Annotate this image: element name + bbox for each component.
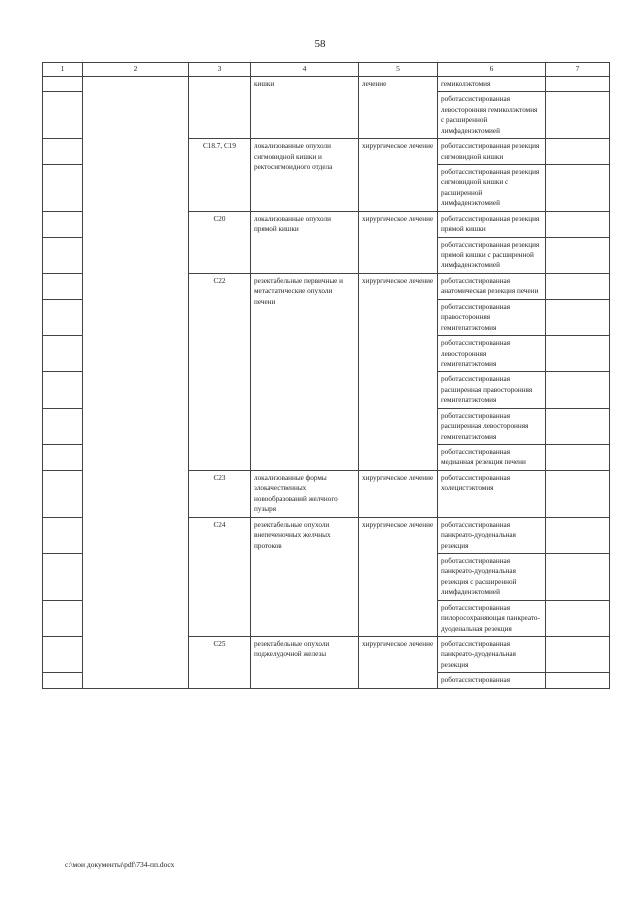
cell-method: роботассистированная анатомическая резекция печени: [438, 273, 546, 299]
cell-method: роботассистированная панкреато-дуоденальная резекция с расширенной лимфаденэктомией: [438, 553, 546, 600]
cell-method: роботассистированная пилоросохраняющая панкреато-дуоденальная резекция: [438, 600, 546, 636]
cell-method: роботассистированная: [438, 673, 546, 688]
cell-method: роботассистированная резекция сигмовидной кишки: [438, 139, 546, 165]
cell-treatment: хирургическое лечение: [359, 517, 438, 636]
cell-method: роботассистированная медианная резекция печени: [438, 445, 546, 471]
cell-method: роботассистированная левосторонняя гемиколэктомия с расширенной лимфаденэктомией: [438, 92, 546, 139]
cell-col1: [43, 408, 83, 444]
cell-col1: [43, 76, 83, 91]
cell-code: C22: [189, 273, 251, 470]
cell-method: роботассистированная правосторонняя гемигепатэктомия: [438, 299, 546, 335]
cell-disease: резектабельные опухоли внепеченочных желчных протоков: [251, 517, 359, 636]
cell-disease: резектабельные опухоли поджелудочной железы: [251, 637, 359, 689]
cell-col2: [83, 76, 189, 688]
cell-treatment: хирургическое лечение: [359, 139, 438, 212]
cell-col7: [546, 517, 610, 553]
cell-col7: [546, 211, 610, 237]
cell-treatment: хирургическое лечение: [359, 637, 438, 689]
file-path-footer: c:\мои документы\pdf\734-пп.docx: [65, 860, 175, 869]
cell-col1: [43, 299, 83, 335]
cell-treatment: хирургическое лечение: [359, 211, 438, 273]
cell-col1: [43, 445, 83, 471]
cell-col7: [546, 600, 610, 636]
cell-code: C20: [189, 211, 251, 273]
cell-col7: [546, 237, 610, 273]
cell-col7: [546, 273, 610, 299]
cell-col7: [546, 139, 610, 165]
cell-col7: [546, 76, 610, 91]
cell-col1: [43, 372, 83, 408]
cell-col1: [43, 273, 83, 299]
cell-code: [189, 76, 251, 138]
column-header: 3: [189, 63, 251, 77]
cell-treatment: хирургическое лечение: [359, 470, 438, 517]
cell-col7: [546, 408, 610, 444]
cell-code: C25: [189, 637, 251, 689]
procedures-table: [42, 62, 610, 689]
cell-col1: [43, 553, 83, 600]
cell-col1: [43, 139, 83, 165]
cell-method: роботассистированная панкреато-дуоденальная резекция: [438, 637, 546, 673]
column-header: 1: [43, 63, 83, 77]
cell-method: роботассистированная панкреато-дуоденальная резекция: [438, 517, 546, 553]
cell-disease: локализованные формы злокачественных новообразований желчного пузыря: [251, 470, 359, 517]
cell-disease: локализованные опухоли сигмовидной кишки и ректосигмоидного отдела: [251, 139, 359, 212]
cell-code: C23: [189, 470, 251, 517]
cell-disease: резектабельные первичные и метастатические опухоли печени: [251, 273, 359, 470]
cell-method: роботассистированная резекция прямой кишки с расширенной лимфаденэктомией: [438, 237, 546, 273]
column-header: 2: [83, 63, 189, 77]
column-header: 5: [359, 63, 438, 77]
cell-col1: [43, 637, 83, 673]
cell-col1: [43, 92, 83, 139]
cell-col7: [546, 445, 610, 471]
cell-col1: [43, 600, 83, 636]
cell-treatment: лечение: [359, 76, 438, 138]
cell-method: роботассистированная расширенная левосторонняя гемигепатэктомия: [438, 408, 546, 444]
cell-code: C18.7, C19: [189, 139, 251, 212]
cell-col7: [546, 372, 610, 408]
cell-col1: [43, 673, 83, 688]
cell-treatment: хирургическое лечение: [359, 273, 438, 470]
table-body: [43, 76, 610, 688]
column-header: 6: [438, 63, 546, 77]
cell-col7: [546, 299, 610, 335]
cell-col7: [546, 336, 610, 372]
column-header: 7: [546, 63, 610, 77]
cell-col1: [43, 336, 83, 372]
table-header-row: [43, 63, 610, 77]
page-number: 58: [314, 38, 326, 50]
cell-method: роботассистированная расширенная правосторонняя гемигепатэктомия: [438, 372, 546, 408]
cell-method: роботассистированная левосторонняя гемигепатэктомия: [438, 336, 546, 372]
cell-col7: [546, 637, 610, 673]
cell-col1: [43, 470, 83, 517]
table-row: [43, 76, 610, 91]
cell-col1: [43, 164, 83, 211]
cell-method: гемиколэктомия: [438, 76, 546, 91]
cell-col7: [546, 164, 610, 211]
column-header: 4: [251, 63, 359, 77]
cell-disease: локализованные опухоли прямой кишки: [251, 211, 359, 273]
cell-code: C24: [189, 517, 251, 636]
cell-col7: [546, 92, 610, 139]
cell-col7: [546, 470, 610, 517]
cell-method: роботассистированная резекция прямой кишки: [438, 211, 546, 237]
cell-col1: [43, 237, 83, 273]
cell-method: роботассистированная холецистэктомия: [438, 470, 546, 517]
cell-method: роботассистированная резекция сигмовидной кишки с расширенной лимфаденэктомией: [438, 164, 546, 211]
cell-col7: [546, 553, 610, 600]
cell-disease: кишки: [251, 76, 359, 138]
cell-col7: [546, 673, 610, 688]
cell-col1: [43, 211, 83, 237]
cell-col1: [43, 517, 83, 553]
